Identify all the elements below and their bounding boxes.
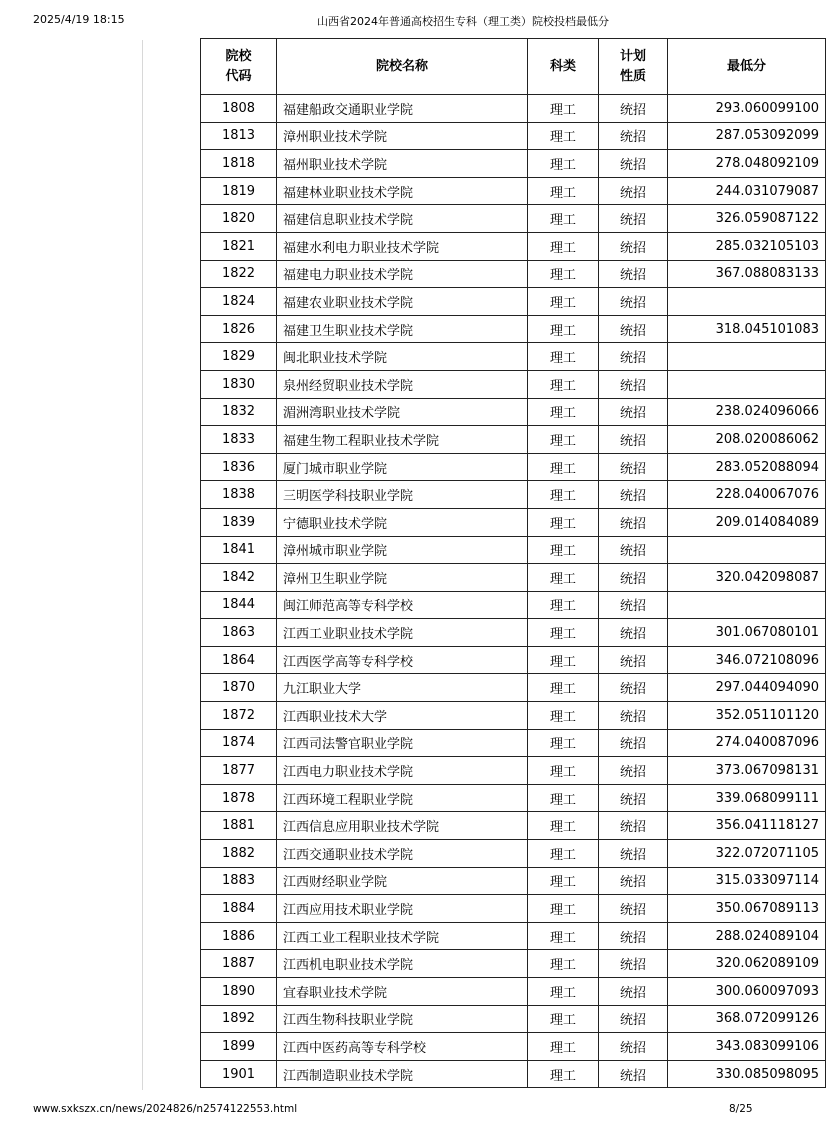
cell-subject: 理工 [528, 812, 599, 840]
table-row [201, 150, 826, 178]
cell-plan-type: 统招 [599, 122, 668, 150]
cell-name: 江西中医药高等专科学校 [277, 1033, 528, 1061]
cell-score: 318.045101083 [668, 315, 826, 343]
cell-code: 1839 [201, 508, 277, 536]
cell-subject: 理工 [528, 95, 599, 123]
cell-plan-type: 统招 [599, 729, 668, 757]
cell-code: 1836 [201, 453, 277, 481]
cell-code: 1826 [201, 315, 277, 343]
cell-score: 322.072071105 [668, 840, 826, 868]
cell-score: 297.044094090 [668, 674, 826, 702]
cell-plan-type: 统招 [599, 978, 668, 1006]
table-row [201, 453, 826, 481]
cell-score: 288.024089104 [668, 922, 826, 950]
table-row [201, 784, 826, 812]
cell-code: 1842 [201, 564, 277, 592]
table-row [201, 950, 826, 978]
cell-subject: 理工 [528, 1033, 599, 1061]
table-row [201, 619, 826, 647]
cell-plan-type: 统招 [599, 370, 668, 398]
table-row [201, 205, 826, 233]
cell-score: 300.060097093 [668, 978, 826, 1006]
cell-score: 209.014084089 [668, 508, 826, 536]
cell-code: 1863 [201, 619, 277, 647]
cell-subject: 理工 [528, 978, 599, 1006]
table-row [201, 922, 826, 950]
table-row [201, 729, 826, 757]
source-url: www.sxkszx.cn/news/2024826/n2574122553.html [33, 1103, 298, 1115]
cell-subject: 理工 [528, 150, 599, 178]
cell-code: 1819 [201, 177, 277, 205]
cell-score: 238.024096066 [668, 398, 826, 426]
cell-plan-type: 统招 [599, 950, 668, 978]
cell-plan-type: 统招 [599, 895, 668, 923]
cell-score: 373.067098131 [668, 757, 826, 785]
cell-subject: 理工 [528, 453, 599, 481]
cell-name: 福建农业职业技术学院 [277, 288, 528, 316]
cell-plan-type: 统招 [599, 426, 668, 454]
table-row [201, 315, 826, 343]
cell-plan-type: 统招 [599, 1060, 668, 1088]
table-row [201, 370, 826, 398]
cell-name: 三明医学科技职业学院 [277, 481, 528, 509]
table-row [201, 536, 826, 564]
cell-plan-type: 统招 [599, 453, 668, 481]
cell-code: 1832 [201, 398, 277, 426]
cell-plan-type: 统招 [599, 315, 668, 343]
cell-plan-type: 统招 [599, 1033, 668, 1061]
cell-code: 1890 [201, 978, 277, 1006]
table-row [201, 232, 826, 260]
table-row [201, 646, 826, 674]
header-code-line1: 院校 [225, 48, 252, 64]
cell-plan-type: 统招 [599, 1005, 668, 1033]
table-row [201, 481, 826, 509]
cell-name: 江西生物科技职业学院 [277, 1005, 528, 1033]
cell-name: 江西交通职业技术学院 [277, 840, 528, 868]
cell-name: 宜春职业技术学院 [277, 978, 528, 1006]
cell-score: 352.051101120 [668, 702, 826, 730]
cell-plan-type: 统招 [599, 591, 668, 619]
cell-name: 闽江师范高等专科学校 [277, 591, 528, 619]
cell-subject: 理工 [528, 922, 599, 950]
header-code [201, 39, 277, 95]
table-row [201, 702, 826, 730]
cell-code: 1864 [201, 646, 277, 674]
cell-code: 1887 [201, 950, 277, 978]
cell-name: 江西财经职业学院 [277, 867, 528, 895]
page-number: 8/25 [729, 1103, 753, 1115]
cell-code: 1838 [201, 481, 277, 509]
cell-name: 漳州职业技术学院 [277, 122, 528, 150]
cell-score: 320.062089109 [668, 950, 826, 978]
cell-name: 江西电力职业技术学院 [277, 757, 528, 785]
cell-plan-type: 统招 [599, 205, 668, 233]
table-row [201, 895, 826, 923]
cell-plan-type: 统招 [599, 260, 668, 288]
cell-plan-type: 统招 [599, 398, 668, 426]
cell-score: 301.067080101 [668, 619, 826, 647]
cell-score: 244.031079087 [668, 177, 826, 205]
table-row [201, 674, 826, 702]
margin-divider [142, 40, 143, 1090]
cell-code: 1818 [201, 150, 277, 178]
cell-plan-type: 统招 [599, 840, 668, 868]
cell-plan-type: 统招 [599, 536, 668, 564]
cell-subject: 理工 [528, 1005, 599, 1033]
cell-score: 315.033097114 [668, 867, 826, 895]
cell-code: 1870 [201, 674, 277, 702]
cell-subject: 理工 [528, 646, 599, 674]
cell-plan-type: 统招 [599, 288, 668, 316]
cell-score: 287.053092099 [668, 122, 826, 150]
cell-score: 278.048092109 [668, 150, 826, 178]
cell-name: 漳州城市职业学院 [277, 536, 528, 564]
cell-name: 闽北职业技术学院 [277, 343, 528, 371]
cell-score: 283.052088094 [668, 453, 826, 481]
cell-code: 1841 [201, 536, 277, 564]
cell-code: 1899 [201, 1033, 277, 1061]
cell-subject: 理工 [528, 950, 599, 978]
cell-subject: 理工 [528, 315, 599, 343]
cell-name: 福建生物工程职业技术学院 [277, 426, 528, 454]
table-row [201, 426, 826, 454]
header-score: 最低分 [668, 39, 826, 95]
page-title: 山西省2024年普通高校招生专科（理工类）院校投档最低分 [317, 15, 609, 28]
header-type-line1: 计划 [619, 48, 646, 64]
cell-subject: 理工 [528, 260, 599, 288]
cell-plan-type: 统招 [599, 343, 668, 371]
cell-subject: 理工 [528, 591, 599, 619]
header-name: 院校名称 [277, 39, 528, 95]
cell-name: 九江职业大学 [277, 674, 528, 702]
cell-code: 1878 [201, 784, 277, 812]
header-plan-type [599, 39, 668, 95]
cell-subject: 理工 [528, 1060, 599, 1088]
cell-subject: 理工 [528, 536, 599, 564]
cell-subject: 理工 [528, 288, 599, 316]
cell-score: 343.083099106 [668, 1033, 826, 1061]
cell-name: 宁德职业技术学院 [277, 508, 528, 536]
table-row [201, 757, 826, 785]
print-datetime: 2025/4/19 18:15 [33, 13, 125, 26]
cell-plan-type: 统招 [599, 150, 668, 178]
cell-code: 1901 [201, 1060, 277, 1088]
cell-score [668, 591, 826, 619]
cell-code: 1821 [201, 232, 277, 260]
cell-score: 356.041118127 [668, 812, 826, 840]
cell-subject: 理工 [528, 867, 599, 895]
cell-subject: 理工 [528, 564, 599, 592]
cell-subject: 理工 [528, 702, 599, 730]
cell-score [668, 370, 826, 398]
cell-plan-type: 统招 [599, 867, 668, 895]
cell-code: 1884 [201, 895, 277, 923]
table-row [201, 840, 826, 868]
cell-plan-type: 统招 [599, 922, 668, 950]
cell-score: 330.085098095 [668, 1060, 826, 1088]
cell-subject: 理工 [528, 398, 599, 426]
cell-score: 228.040067076 [668, 481, 826, 509]
cell-subject: 理工 [528, 757, 599, 785]
cell-name: 江西工业工程职业技术学院 [277, 922, 528, 950]
cell-code: 1820 [201, 205, 277, 233]
cell-subject: 理工 [528, 232, 599, 260]
cell-name: 福建电力职业技术学院 [277, 260, 528, 288]
cell-name: 江西机电职业技术学院 [277, 950, 528, 978]
cell-code: 1833 [201, 426, 277, 454]
score-table [200, 38, 826, 1088]
table-row [201, 867, 826, 895]
cell-subject: 理工 [528, 122, 599, 150]
cell-subject: 理工 [528, 370, 599, 398]
cell-name: 江西环境工程职业学院 [277, 784, 528, 812]
cell-score: 367.088083133 [668, 260, 826, 288]
cell-score: 320.042098087 [668, 564, 826, 592]
cell-score: 346.072108096 [668, 646, 826, 674]
cell-name: 江西工业职业技术学院 [277, 619, 528, 647]
cell-plan-type: 统招 [599, 481, 668, 509]
cell-code: 1881 [201, 812, 277, 840]
cell-plan-type: 统招 [599, 702, 668, 730]
cell-name: 江西司法警官职业学院 [277, 729, 528, 757]
cell-plan-type: 统招 [599, 508, 668, 536]
cell-code: 1892 [201, 1005, 277, 1033]
cell-code: 1813 [201, 122, 277, 150]
cell-subject: 理工 [528, 205, 599, 233]
cell-plan-type: 统招 [599, 646, 668, 674]
cell-name: 江西职业技术大学 [277, 702, 528, 730]
cell-score [668, 536, 826, 564]
cell-name: 福建信息职业技术学院 [277, 205, 528, 233]
cell-plan-type: 统招 [599, 619, 668, 647]
cell-plan-type: 统招 [599, 232, 668, 260]
cell-score [668, 343, 826, 371]
table-row [201, 1033, 826, 1061]
cell-code: 1829 [201, 343, 277, 371]
table-body [201, 95, 826, 1088]
cell-subject: 理工 [528, 343, 599, 371]
cell-subject: 理工 [528, 481, 599, 509]
cell-score: 274.040087096 [668, 729, 826, 757]
cell-name: 福建船政交通职业学院 [277, 95, 528, 123]
cell-plan-type: 统招 [599, 564, 668, 592]
cell-name: 江西医学高等专科学校 [277, 646, 528, 674]
cell-code: 1886 [201, 922, 277, 950]
cell-name: 福建水利电力职业技术学院 [277, 232, 528, 260]
cell-code: 1874 [201, 729, 277, 757]
table-row [201, 177, 826, 205]
cell-code: 1808 [201, 95, 277, 123]
cell-score: 208.020086062 [668, 426, 826, 454]
table-row [201, 564, 826, 592]
cell-name: 漳州卫生职业学院 [277, 564, 528, 592]
cell-subject: 理工 [528, 840, 599, 868]
cell-name: 福建卫生职业技术学院 [277, 315, 528, 343]
cell-subject: 理工 [528, 508, 599, 536]
table-row [201, 812, 826, 840]
table-row [201, 260, 826, 288]
cell-name: 湄洲湾职业技术学院 [277, 398, 528, 426]
cell-code: 1824 [201, 288, 277, 316]
cell-name: 泉州经贸职业技术学院 [277, 370, 528, 398]
cell-subject: 理工 [528, 784, 599, 812]
cell-plan-type: 统招 [599, 177, 668, 205]
cell-subject: 理工 [528, 895, 599, 923]
cell-plan-type: 统招 [599, 812, 668, 840]
cell-score: 368.072099126 [668, 1005, 826, 1033]
cell-code: 1877 [201, 757, 277, 785]
cell-name: 福建林业职业技术学院 [277, 177, 528, 205]
cell-plan-type: 统招 [599, 674, 668, 702]
cell-code: 1872 [201, 702, 277, 730]
table-row [201, 978, 826, 1006]
cell-score [668, 288, 826, 316]
cell-subject: 理工 [528, 177, 599, 205]
cell-plan-type: 统招 [599, 757, 668, 785]
cell-score: 350.067089113 [668, 895, 826, 923]
cell-subject: 理工 [528, 729, 599, 757]
cell-code: 1830 [201, 370, 277, 398]
cell-name: 江西应用技术职业学院 [277, 895, 528, 923]
cell-code: 1844 [201, 591, 277, 619]
table-row [201, 398, 826, 426]
cell-subject: 理工 [528, 426, 599, 454]
cell-plan-type: 统招 [599, 784, 668, 812]
table-row [201, 122, 826, 150]
cell-code: 1883 [201, 867, 277, 895]
cell-score: 326.059087122 [668, 205, 826, 233]
table-row [201, 343, 826, 371]
header-code-line2: 代码 [225, 68, 252, 84]
header-type-line2: 性质 [619, 68, 646, 84]
table-row [201, 95, 826, 123]
cell-subject: 理工 [528, 674, 599, 702]
cell-code: 1882 [201, 840, 277, 868]
cell-score: 293.060099100 [668, 95, 826, 123]
table-row [201, 591, 826, 619]
header-subject: 科类 [528, 39, 599, 95]
cell-name: 厦门城市职业学院 [277, 453, 528, 481]
table-row [201, 1060, 826, 1088]
cell-plan-type: 统招 [599, 95, 668, 123]
cell-name: 江西信息应用职业技术学院 [277, 812, 528, 840]
table-row [201, 1005, 826, 1033]
table-row [201, 288, 826, 316]
table-row [201, 508, 826, 536]
cell-name: 江西制造职业技术学院 [277, 1060, 528, 1088]
cell-code: 1822 [201, 260, 277, 288]
cell-score: 285.032105103 [668, 232, 826, 260]
table-header-row [201, 39, 826, 95]
cell-name: 福州职业技术学院 [277, 150, 528, 178]
cell-subject: 理工 [528, 619, 599, 647]
cell-score: 339.068099111 [668, 784, 826, 812]
